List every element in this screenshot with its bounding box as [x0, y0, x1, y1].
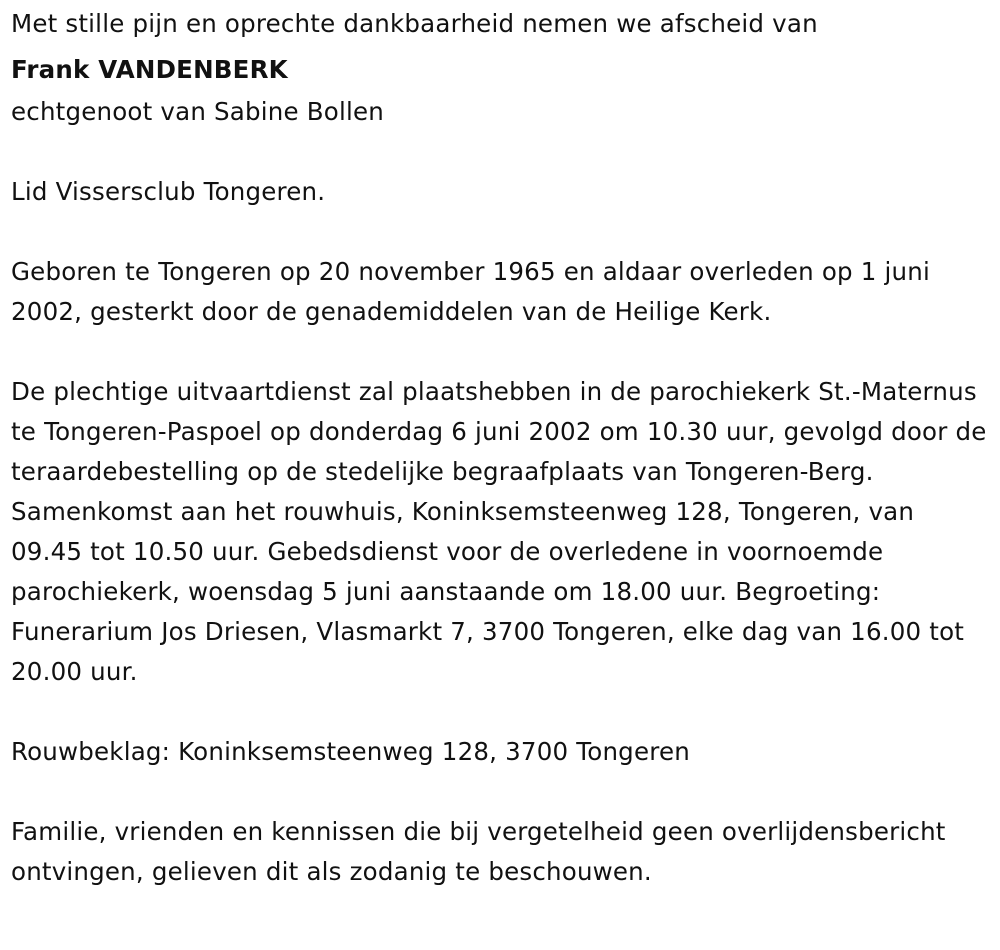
birth-death-text: Geboren te Tongeren op 20 november 1965 en aldaar overleden op 1 juni 2002, gesterkt door de genademiddelen van de Heilige Kerk. — [11, 257, 931, 326]
spacer — [11, 212, 991, 252]
spouse-text: echtgenoot van Sabine Bollen — [11, 97, 384, 126]
funeral-details-text: De plechtige uitvaartdienst zal plaatshebben in de parochiekerk St.-Maternus te Tongeren-Paspoel op donderdag 6 juni 2002 om 10.30 uur, gevolgd door de teraardebestelling op de stedelijke begraafplaats van Tongeren-Berg. Samenkomst aan het rouwhuis, Koninksemsteenweg 128, Tongeren, van 09.45 tot 10.50 uur. Gebedsdienst voor de overledene in voornoemde parochiekerk, woensdag 5 juni aanstaande om 18.00 uur. Begroeting: Funerarium Jos Driesen, Vlasmarkt 7, 3700 Tongeren, elke dag van 16.00 tot 20.00 uur. — [11, 377, 987, 686]
deceased-name: Frank VANDENBERK — [11, 55, 288, 84]
spacer — [11, 132, 991, 172]
closing-text: Familie, vrienden en kennissen die bij vergetelheid geen overlijdensbericht ontvingen, gelieven dit als zodanig te beschouwen. — [11, 817, 946, 886]
intro-text: Met stille pijn en oprechte dankbaarheid nemen we afscheid van — [11, 9, 818, 38]
spacer — [11, 692, 991, 732]
obituary-notice — [11, 4, 991, 892]
membership-text: Lid Vissersclub Tongeren. — [11, 177, 326, 206]
condolence-address-text: Rouwbeklag: Koninksemsteenweg 128, 3700 Tongeren — [11, 737, 690, 766]
spacer — [11, 772, 991, 812]
spacer — [11, 332, 991, 372]
